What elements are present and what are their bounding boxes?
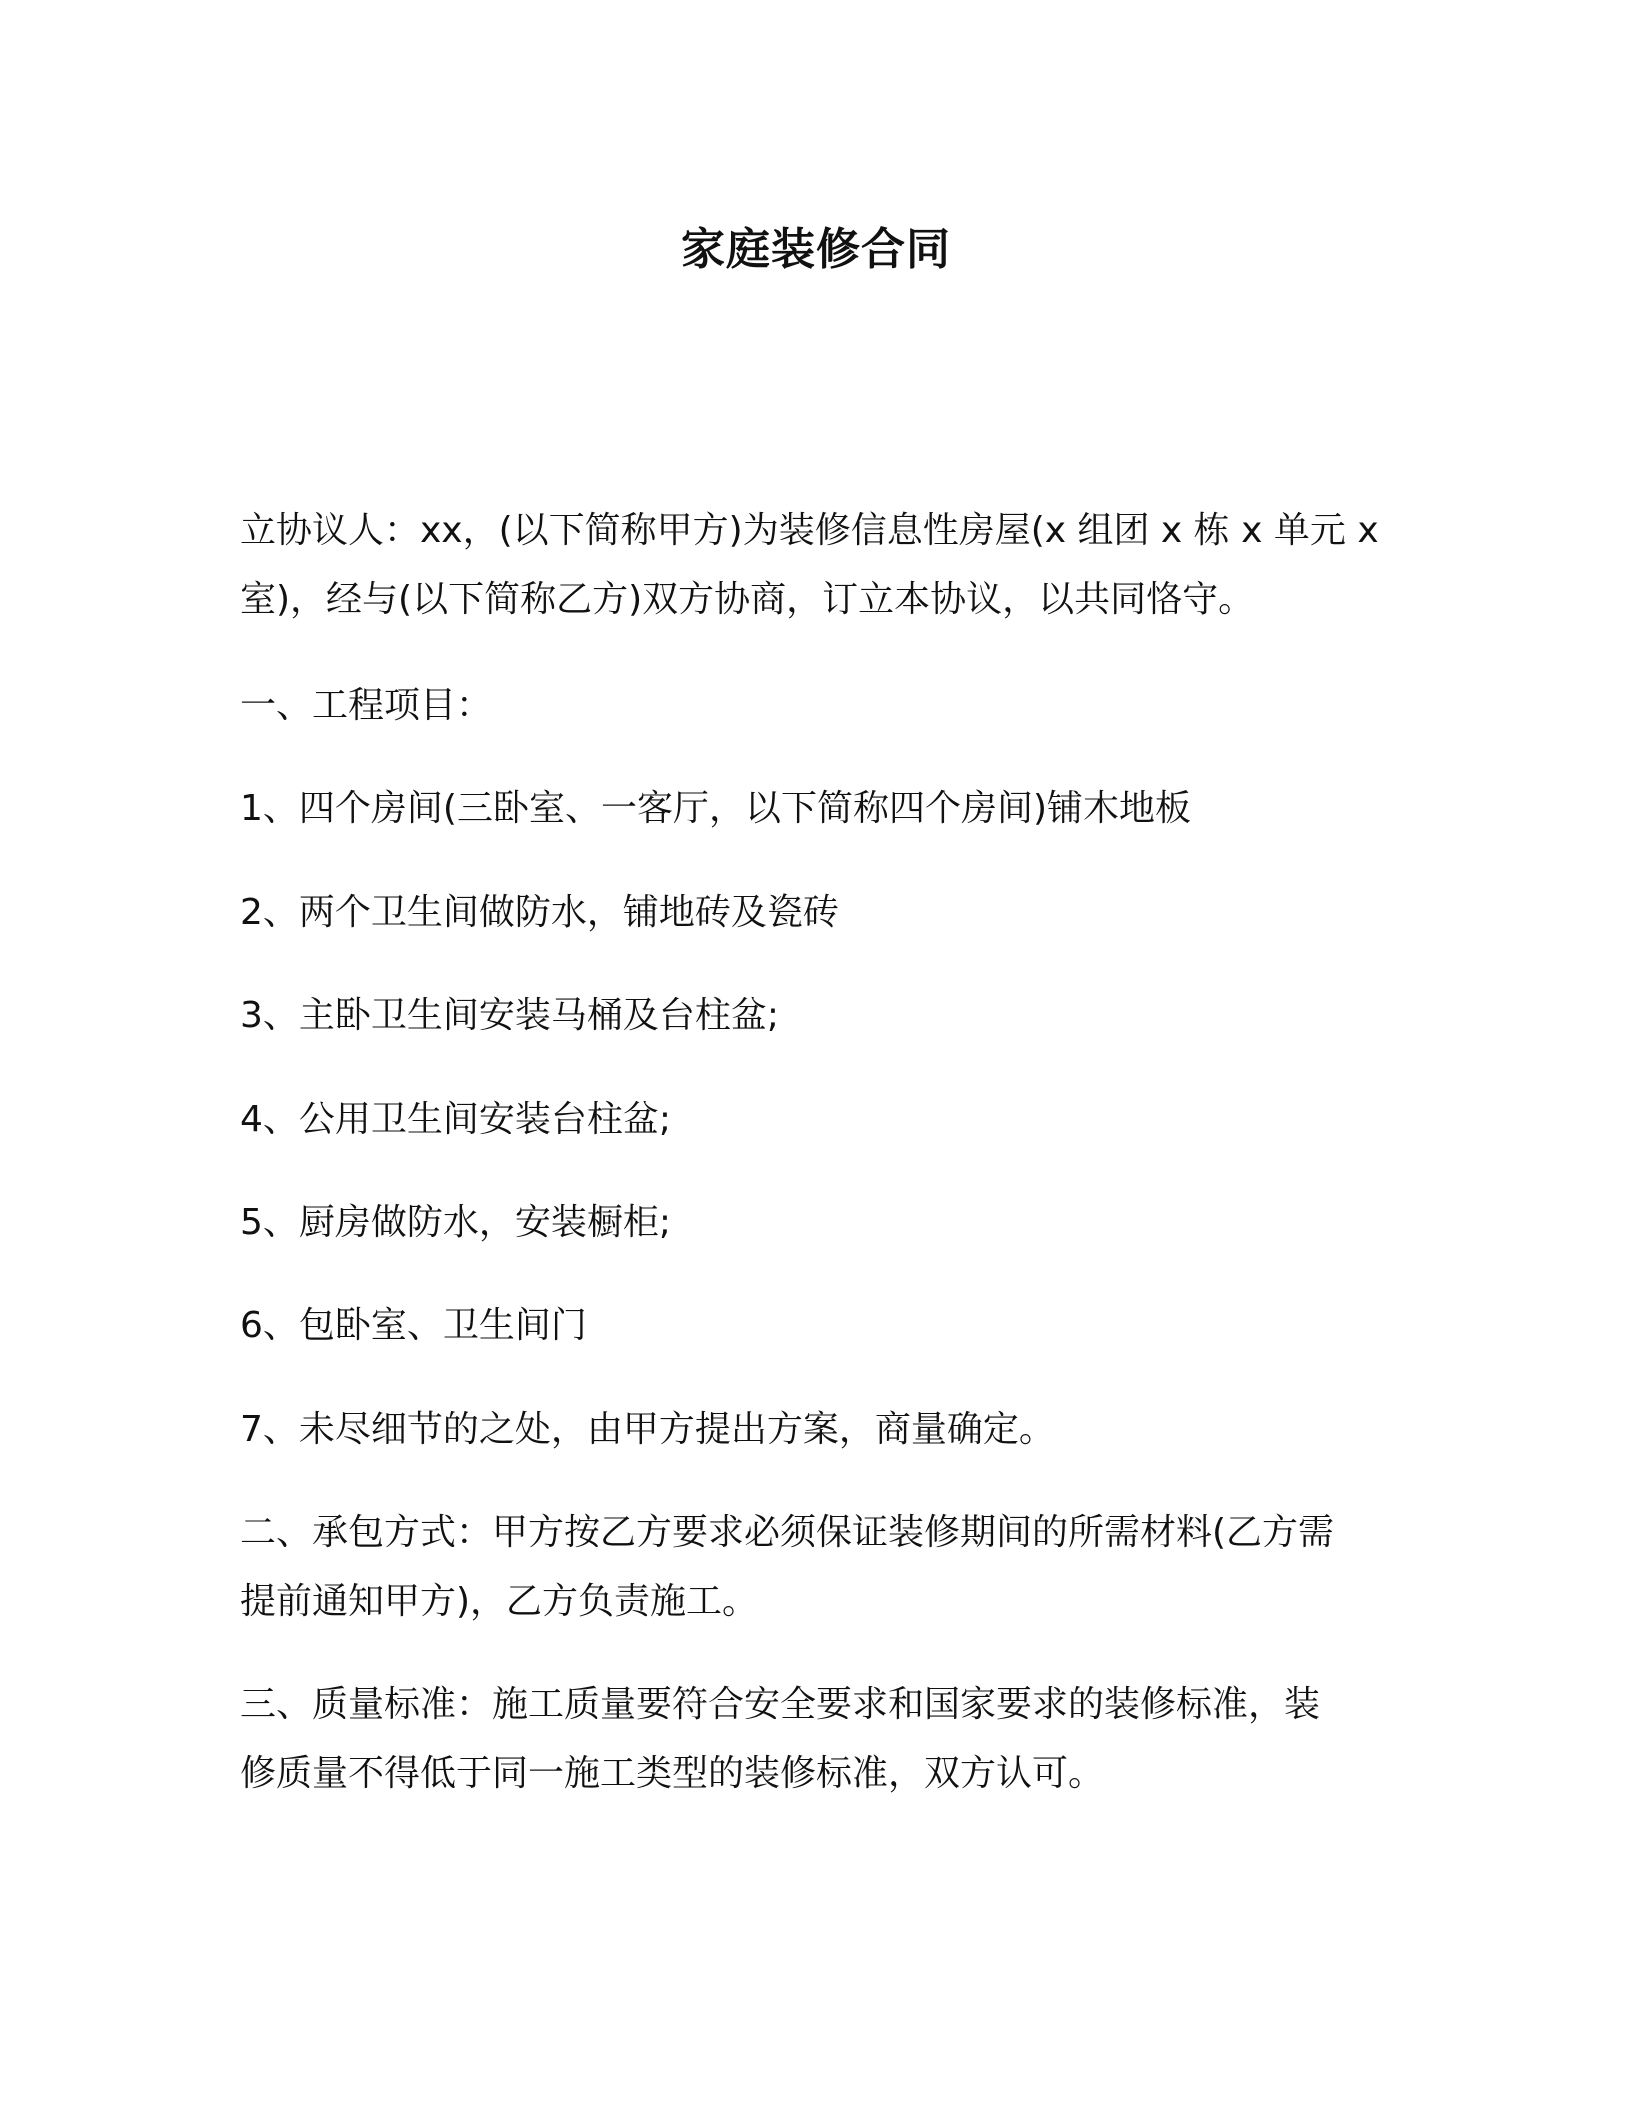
party-intro-line-2: 室)，经与(以下简称乙方)双方协商，订立本协议，以共同恪守。 — [240, 579, 1255, 620]
section-contract-method-line-2: 提前通知甲方)，乙方负责施工。 — [240, 1581, 759, 1622]
project-item-4: 4、公用卫生间安装台柱盆; — [240, 1099, 672, 1140]
section-quality-line-2: 修质量不得低于同一施工类型的装修标准，双方认可。 — [240, 1753, 1105, 1794]
document-title: 家庭装修合同 — [681, 224, 951, 275]
project-item-7: 7、未尽细节的之处，由甲方提出方案，商量确定。 — [240, 1409, 1055, 1450]
section-contract-method-line-1: 二、承包方式：甲方按乙方要求必须保证装修期间的所需材料(乙方需 — [240, 1512, 1335, 1553]
project-item-6: 6、包卧室、卫生间门 — [240, 1305, 587, 1346]
project-item-1: 1、四个房间(三卧室、一客厅，以下简称四个房间)铺木地板 — [240, 788, 1191, 829]
party-intro-line-1: 立协议人：xx，(以下简称甲方)为装修信息性房屋(x 组团 x 栋 x 单元 x — [240, 510, 1379, 551]
section-quality-line-1: 三、质量标准：施工质量要符合安全要求和国家要求的装修标准，装 — [240, 1684, 1321, 1725]
project-item-5: 5、厨房做防水，安装橱柜; — [240, 1202, 672, 1243]
project-item-3: 3、主卧卫生间安装马桶及台柱盆; — [240, 995, 780, 1036]
section-heading-project: 一、工程项目： — [240, 685, 493, 726]
project-item-2: 2、两个卫生间做防水，铺地砖及瓷砖 — [240, 892, 839, 933]
